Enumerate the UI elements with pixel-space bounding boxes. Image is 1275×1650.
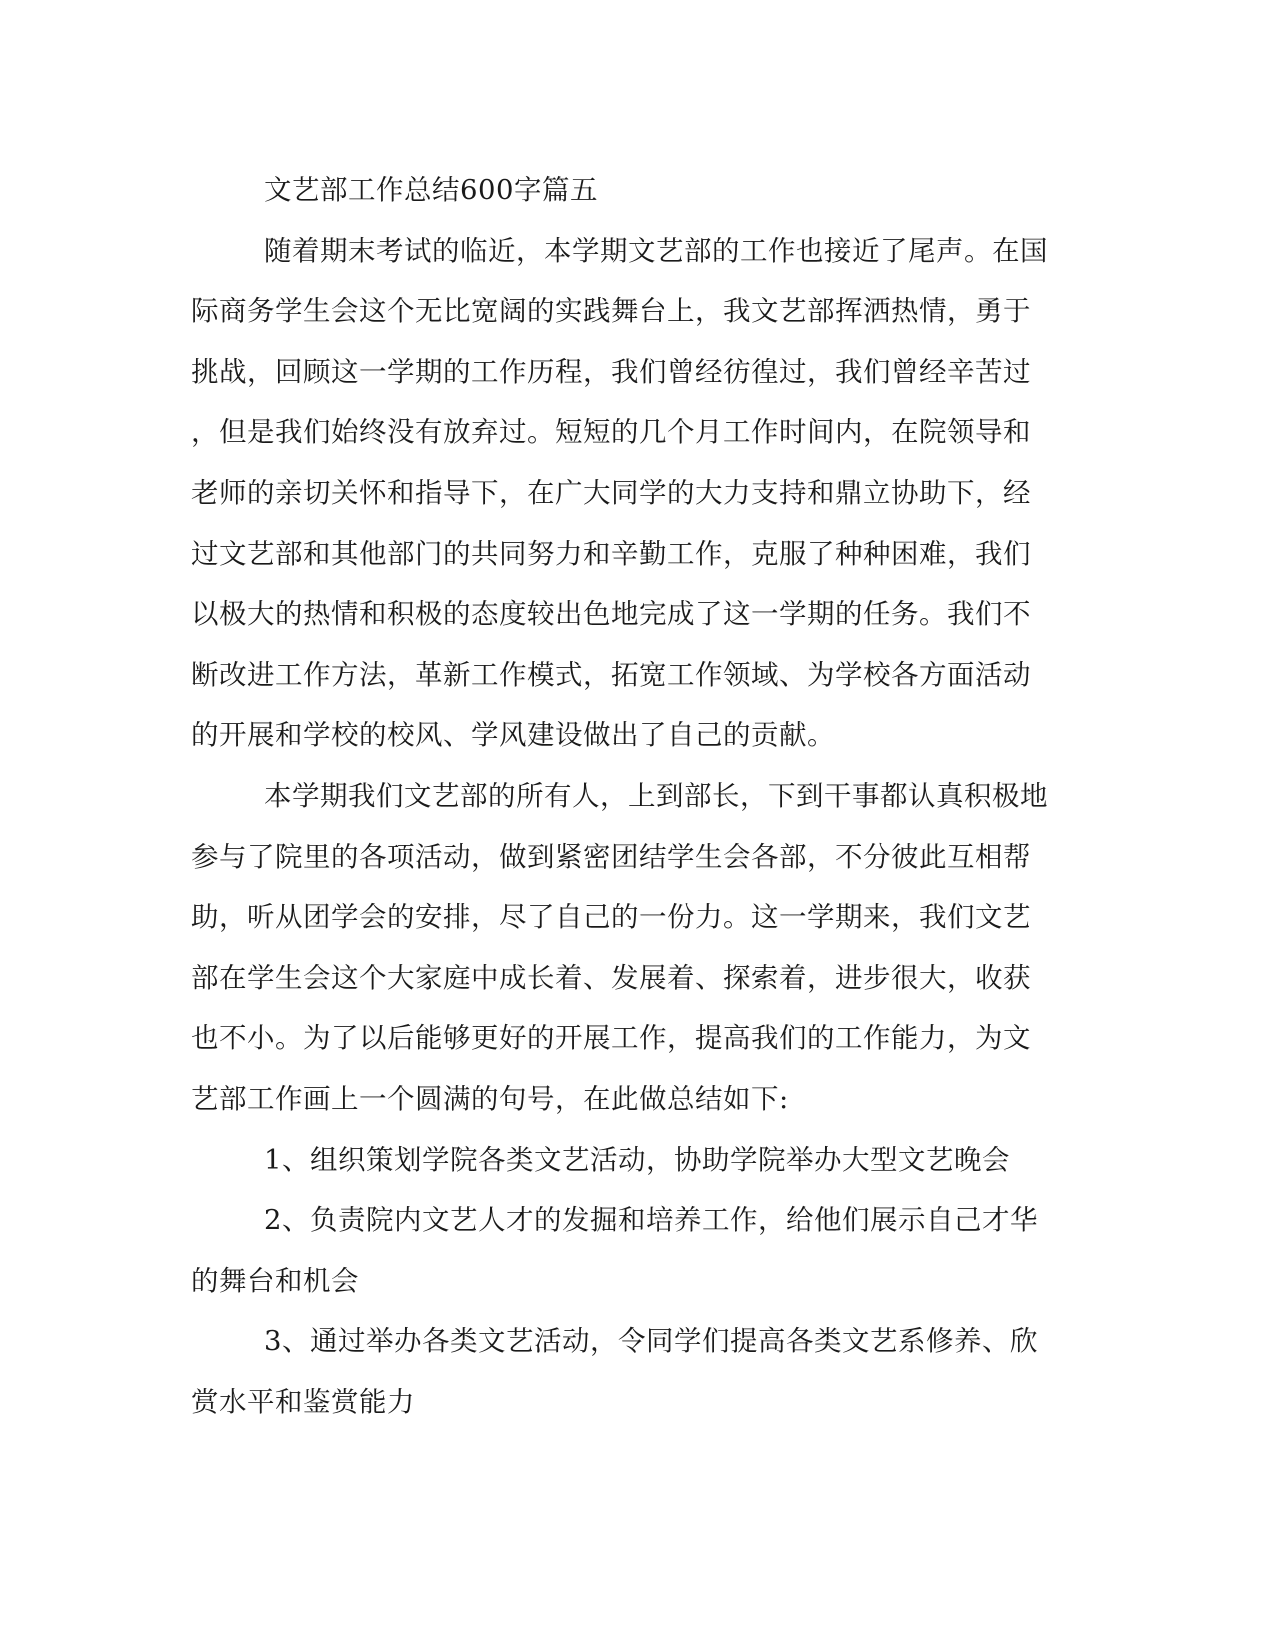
paragraph-line: 也不小。为了以后能够更好的开展工作，提高我们的工作能力，为文	[191, 1022, 1031, 1055]
paragraph-line: 助，听从团学会的安排，尽了自己的一份力。这一学期来，我们文艺	[191, 901, 1031, 934]
paragraph-line: 1、组织策划学院各类文艺活动，协助学院举办大型文艺晚会	[264, 1143, 1010, 1176]
paragraph-line: 的舞台和机会	[191, 1264, 359, 1297]
paragraph-line: 2、负责院内文艺人才的发掘和培养工作，给他们展示自己才华	[264, 1204, 1038, 1237]
paragraph-line: 部在学生会这个大家庭中成长着、发展着、探索着，进步很大，收获	[191, 961, 1031, 994]
paragraph-2	[191, 766, 1071, 1130]
paragraph-line: 参与了院里的各项活动，做到紧密团结学生会各部，不分彼此互相帮	[191, 840, 1031, 873]
paragraph-line: 以极大的热情和积极的态度较出色地完成了这一学期的任务。我们不	[191, 598, 1031, 631]
list-item-3	[191, 1311, 1071, 1432]
paragraph-line: ，但是我们始终没有放弃过。短短的几个月工作时间内，在院领导和	[191, 416, 1031, 449]
paragraph-line: 随着期末考试的临近，本学期文艺部的工作也接近了尾声。在国	[264, 234, 1048, 267]
paragraph-line: 挑战，回顾这一学期的工作历程，我们曾经彷徨过，我们曾经辛苦过	[191, 355, 1031, 388]
paragraph-line: 断改进工作方法，革新工作模式，拓宽工作领域、为学校各方面活动	[191, 658, 1031, 691]
paragraph-line: 的开展和学校的校风、学风建设做出了自己的贡献。	[191, 719, 835, 752]
paragraph-line: 3、通过举办各类文艺活动，令同学们提高各类文艺系修养、欣	[264, 1325, 1038, 1358]
paragraph-1	[191, 221, 1071, 766]
paragraph-line: 老师的亲切关怀和指导下，在广大同学的大力支持和鼎立协助下，经	[191, 476, 1031, 509]
document-title: 文艺部工作总结600字篇五	[264, 174, 598, 206]
paragraph-line: 本学期我们文艺部的所有人，上到部长，下到干事都认真积极地	[264, 779, 1048, 812]
paragraph-line: 际商务学生会这个无比宽阔的实践舞台上，我文艺部挥洒热情，勇于	[191, 295, 1031, 328]
paragraph-line: 赏水平和鉴赏能力	[191, 1385, 415, 1418]
paragraph-line: 过文艺部和其他部门的共同努力和辛勤工作，克服了种种困难，我们	[191, 537, 1031, 570]
list-item-2	[191, 1190, 1071, 1311]
document-body	[191, 160, 1071, 1432]
paragraph-line: 艺部工作画上一个圆满的句号，在此做总结如下:	[191, 1082, 789, 1115]
list-item-1	[191, 1130, 1071, 1191]
